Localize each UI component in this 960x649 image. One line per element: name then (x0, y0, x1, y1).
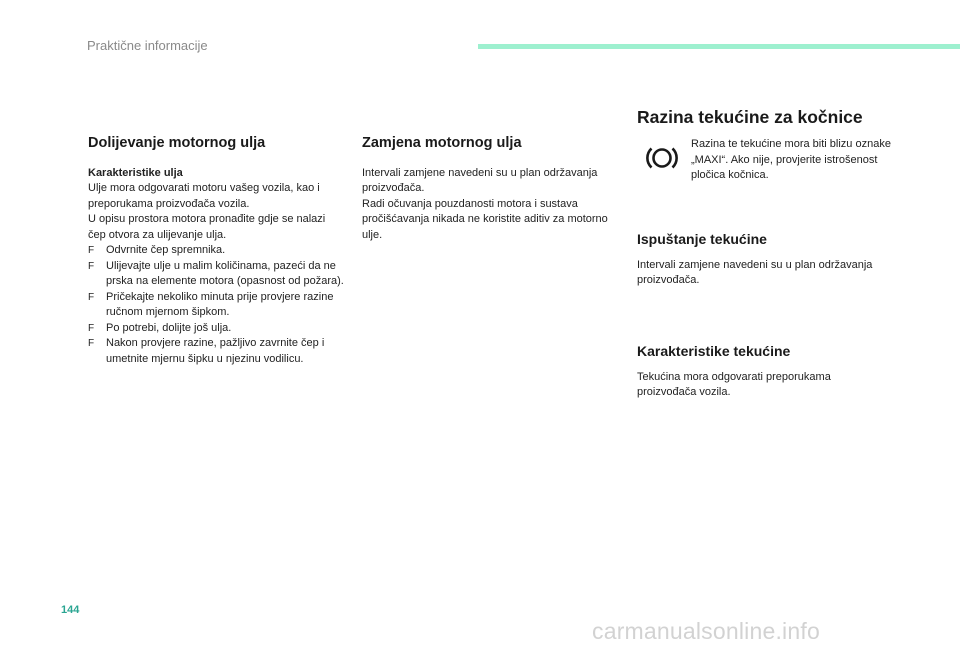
list-item: F Nakon provjere razine, pažljivo zavrnite čep i umetnite mjernu šipku u njezinu vodilicu. (88, 337, 325, 365)
oil-change-section (362, 136, 612, 243)
oil-topup-heading: Dolijevanje motornog ulja (88, 135, 266, 151)
page-number: 144 (61, 604, 80, 616)
bullet-icon: F (88, 322, 95, 334)
oil-additive-paragraph: Radi očuvanja pouzdanosti motora i sustava pročišćavanja nikada ne koristite aditiv za motorno ulje. (362, 197, 608, 241)
brake-fluid-intro: Razina te tekućine mora biti blizu oznake „MAXI“. Ako nije, provjerite istrošenost pločica kočnica. (691, 138, 891, 181)
fluid-spec-text: Tekućina mora odgovarati preporukama proizvođača vozila. (637, 370, 831, 398)
oil-spec-subheading: Karakteristike ulja (88, 166, 183, 179)
fluid-drain-text: Intervali zamjene navedeni su u plan održavanja proizvođača. (637, 258, 873, 286)
brake-fluid-title: Razina tekućine za kočnice (637, 107, 863, 127)
list-item: F Ulijevajte ulje u malim količinama, pazeći da ne prska na elemente motora (opasnost od požara). (88, 259, 344, 287)
fluid-spec-heading: Karakteristike tekućine (637, 343, 791, 359)
oil-change-interval-paragraph: Intervali zamjene navedeni su u plan održavanja proizvođača. (362, 166, 598, 194)
list-item: F Po potrebi, dolijte još ulja. (88, 321, 346, 337)
fluid-spec-section (637, 344, 877, 401)
bullet-icon: F (88, 245, 95, 256)
header-title: Praktične informacije (87, 38, 208, 53)
list-item: F Odvrnite čep spremnika. (88, 243, 346, 259)
list-item: F Pričekajte nekoliko minuta prije provjere razine ručnom mjernom šipkom. (88, 290, 334, 318)
oil-change-heading: Zamjena motornog ulja (362, 135, 522, 151)
oil-topup-steps (88, 243, 346, 367)
bullet-icon: F (88, 338, 95, 349)
oil-filler-paragraph: U opisu prostora motora pronađite gdje se nalazi čep otvora za ulijevanje ulja. (88, 213, 326, 241)
brake-warning-icon (645, 145, 679, 171)
oil-topup-section (88, 136, 346, 367)
oil-spec-paragraph: Ulje mora odgovarati motoru vašeg vozila, kao i preporukama proizvođača vozila. (88, 182, 320, 210)
bullet-icon: F (88, 260, 95, 272)
bullet-icon: F (88, 291, 95, 303)
watermark: carmanualsonline.info (592, 618, 820, 644)
fluid-drain-heading: Ispuštanje tekućine (637, 231, 767, 247)
header-accent-bar (478, 44, 960, 49)
fluid-drain-section (637, 232, 877, 289)
